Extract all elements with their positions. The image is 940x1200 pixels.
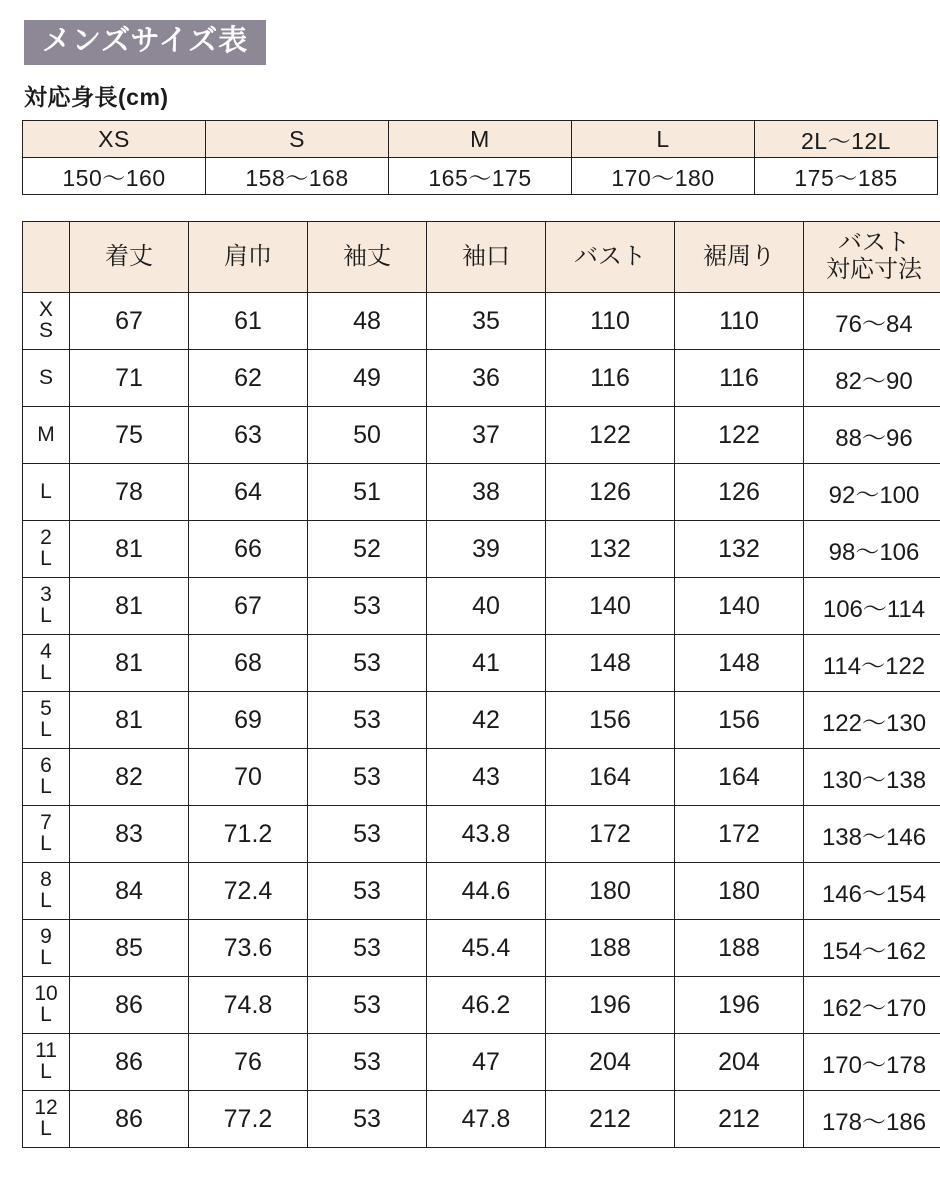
row-size-label-line: 2 — [40, 526, 52, 550]
height-range-cell: 175〜185 — [755, 158, 938, 195]
row-size-label-line: L — [40, 547, 52, 570]
measurement-table-head — [23, 222, 940, 293]
measurement-cell: 64 — [189, 464, 308, 521]
column-header: 着丈 — [70, 222, 189, 293]
column-header-bust-range-line1: バスト — [838, 229, 910, 257]
table-row — [23, 578, 940, 635]
measurement-cell: 212 — [546, 1091, 675, 1148]
measurement-cell: 196 — [675, 977, 804, 1034]
measurement-cell: 48 — [308, 293, 427, 350]
measurement-cell: 116 — [546, 350, 675, 407]
measurement-cell: 61 — [189, 293, 308, 350]
row-size-label-line: L — [40, 832, 52, 855]
bust-range-cell: 76〜84 — [804, 293, 940, 350]
measurement-cell: 196 — [546, 977, 675, 1034]
table-header-row — [23, 222, 940, 293]
row-size-label-line: L — [40, 946, 52, 969]
bust-range-cell: 162〜170 — [804, 977, 940, 1034]
measurement-cell: 52 — [308, 521, 427, 578]
bust-range-cell: 178〜186 — [804, 1091, 940, 1148]
table-row — [23, 293, 940, 350]
bust-range-cell: 98〜106 — [804, 521, 940, 578]
measurement-cell: 156 — [675, 692, 804, 749]
measurement-cell: 81 — [70, 692, 189, 749]
measurement-cell: 81 — [70, 578, 189, 635]
bust-range-cell: 138〜146 — [804, 806, 940, 863]
table-row — [23, 692, 940, 749]
measurement-cell: 126 — [546, 464, 675, 521]
measurement-cell: 76 — [189, 1034, 308, 1091]
table-row — [23, 635, 940, 692]
measurement-table-body — [23, 293, 940, 1148]
column-header: 裾周り — [675, 222, 804, 293]
row-size-label — [23, 920, 70, 977]
measurement-cell: 82 — [70, 749, 189, 806]
measurement-cell: 85 — [70, 920, 189, 977]
measurement-cell: 53 — [308, 863, 427, 920]
measurement-cell: 164 — [546, 749, 675, 806]
bust-range-cell: 146〜154 — [804, 863, 940, 920]
measurement-cell: 45.4 — [427, 920, 546, 977]
row-size-label — [23, 407, 70, 464]
bust-range-cell: 92〜100 — [804, 464, 940, 521]
row-size-label — [23, 1034, 70, 1091]
measurement-cell: 42 — [427, 692, 546, 749]
row-size-label — [23, 692, 70, 749]
row-size-label-line: L — [40, 1117, 52, 1140]
measurement-cell: 43 — [427, 749, 546, 806]
measurement-cell: 204 — [675, 1034, 804, 1091]
measurement-cell: 69 — [189, 692, 308, 749]
row-size-label-line: S — [38, 319, 53, 342]
measurement-table-corner — [23, 222, 70, 293]
measurement-cell: 140 — [675, 578, 804, 635]
measurement-cell: 46.2 — [427, 977, 546, 1034]
measurement-cell: 156 — [546, 692, 675, 749]
row-size-label-line: X — [38, 298, 53, 322]
measurement-cell: 53 — [308, 692, 427, 749]
height-range-cell: 158〜168 — [206, 158, 389, 195]
row-size-label-line: 9 — [40, 925, 52, 949]
bust-range-cell: 130〜138 — [804, 749, 940, 806]
measurement-cell: 70 — [189, 749, 308, 806]
height-table-value-row — [23, 158, 938, 195]
measurement-cell: 180 — [546, 863, 675, 920]
table-row — [23, 521, 940, 578]
bust-range-cell: 114〜122 — [804, 635, 940, 692]
row-size-label — [23, 749, 70, 806]
row-size-label-line: 4 — [40, 640, 52, 664]
measurement-cell: 73.6 — [189, 920, 308, 977]
measurement-cell: 44.6 — [427, 863, 546, 920]
row-size-label-line: 12 — [34, 1096, 58, 1120]
measurement-cell: 110 — [675, 293, 804, 350]
measurement-cell: 83 — [70, 806, 189, 863]
row-size-label-line: 10 — [34, 982, 58, 1006]
measurement-cell: 47 — [427, 1034, 546, 1091]
row-size-label-line: L — [40, 1060, 52, 1083]
table-row — [23, 806, 940, 863]
measurement-cell: 71.2 — [189, 806, 308, 863]
column-header-bust-range-line2: 対応寸法 — [826, 256, 922, 283]
measurement-cell: 122 — [675, 407, 804, 464]
row-size-label-line: L — [40, 1003, 52, 1026]
measurement-cell: 71 — [70, 350, 189, 407]
measurement-cell: 72.4 — [189, 863, 308, 920]
measurement-cell: 62 — [189, 350, 308, 407]
row-size-label-line: 7 — [40, 811, 52, 835]
row-size-label-line: 11 — [35, 1039, 57, 1063]
measurement-cell: 53 — [308, 920, 427, 977]
measurement-cell: 86 — [70, 1091, 189, 1148]
row-size-label-line: S — [38, 365, 53, 389]
height-table-header-row — [23, 121, 938, 158]
measurement-cell: 116 — [675, 350, 804, 407]
page-title: メンズサイズ表 — [24, 20, 266, 65]
measurement-cell: 86 — [70, 977, 189, 1034]
row-size-label-line: 8 — [40, 868, 52, 892]
measurement-cell: 122 — [546, 407, 675, 464]
table-row — [23, 920, 940, 977]
measurement-cell: 49 — [308, 350, 427, 407]
table-row — [23, 464, 940, 521]
measurement-cell: 39 — [427, 521, 546, 578]
measurement-cell: 140 — [546, 578, 675, 635]
row-size-label — [23, 464, 70, 521]
measurement-table-wrapper — [22, 221, 930, 1148]
measurement-cell: 148 — [546, 635, 675, 692]
measurement-cell: 132 — [675, 521, 804, 578]
row-size-label — [23, 635, 70, 692]
table-row — [23, 350, 940, 407]
height-size-header: XS — [23, 121, 206, 158]
measurement-cell: 40 — [427, 578, 546, 635]
bust-range-cell: 154〜162 — [804, 920, 940, 977]
measurement-cell: 63 — [189, 407, 308, 464]
measurement-cell: 51 — [308, 464, 427, 521]
row-size-label-line: L — [40, 604, 52, 627]
measurement-cell: 67 — [189, 578, 308, 635]
measurement-cell: 212 — [675, 1091, 804, 1148]
measurement-cell: 84 — [70, 863, 189, 920]
measurement-cell: 164 — [675, 749, 804, 806]
height-size-header: 2L〜12L — [755, 121, 938, 158]
row-size-label — [23, 863, 70, 920]
row-size-label — [23, 806, 70, 863]
bust-range-cell: 170〜178 — [804, 1034, 940, 1091]
measurement-cell: 43.8 — [427, 806, 546, 863]
height-range-cell: 150〜160 — [23, 158, 206, 195]
measurement-cell: 81 — [70, 635, 189, 692]
measurement-cell: 132 — [546, 521, 675, 578]
measurement-cell: 36 — [427, 350, 546, 407]
measurement-cell: 47.8 — [427, 1091, 546, 1148]
measurement-cell: 188 — [675, 920, 804, 977]
measurement-table — [22, 221, 940, 1148]
measurement-cell: 66 — [189, 521, 308, 578]
bust-range-cell: 106〜114 — [804, 578, 940, 635]
measurement-cell: 172 — [546, 806, 675, 863]
measurement-cell: 53 — [308, 749, 427, 806]
measurement-cell: 75 — [70, 407, 189, 464]
row-size-label-line: 6 — [40, 754, 52, 778]
measurement-cell: 86 — [70, 1034, 189, 1091]
height-range-cell: 165〜175 — [389, 158, 572, 195]
column-header-bust-range — [804, 222, 940, 293]
row-size-label — [23, 521, 70, 578]
measurement-cell: 204 — [546, 1034, 675, 1091]
height-size-header: M — [389, 121, 572, 158]
measurement-cell: 126 — [675, 464, 804, 521]
column-header: 袖口 — [427, 222, 546, 293]
measurement-cell: 41 — [427, 635, 546, 692]
table-row — [23, 749, 940, 806]
measurement-cell: 74.8 — [189, 977, 308, 1034]
row-size-label — [23, 1091, 70, 1148]
measurement-cell: 37 — [427, 407, 546, 464]
measurement-cell: 53 — [308, 1091, 427, 1148]
table-row — [23, 1091, 940, 1148]
column-header: バスト — [546, 222, 675, 293]
row-size-label — [23, 578, 70, 635]
measurement-cell: 53 — [308, 977, 427, 1034]
row-size-label-line: L — [40, 775, 52, 798]
measurement-cell: 68 — [189, 635, 308, 692]
table-row — [23, 1034, 940, 1091]
height-table — [22, 120, 938, 195]
measurement-cell: 77.2 — [189, 1091, 308, 1148]
measurement-cell: 53 — [308, 578, 427, 635]
measurement-cell: 148 — [675, 635, 804, 692]
measurement-cell: 81 — [70, 521, 189, 578]
table-row — [23, 977, 940, 1034]
row-size-label — [23, 350, 70, 407]
column-header: 肩巾 — [189, 222, 308, 293]
row-size-label-line: 3 — [40, 583, 52, 607]
measurement-cell: 53 — [308, 635, 427, 692]
measurement-cell: 188 — [546, 920, 675, 977]
height-section-label: 対応身長(cm) — [24, 84, 169, 110]
height-size-header: S — [206, 121, 389, 158]
bust-range-cell: 122〜130 — [804, 692, 940, 749]
measurement-cell: 35 — [427, 293, 546, 350]
row-size-label-line: M — [37, 422, 55, 446]
measurement-cell: 172 — [675, 806, 804, 863]
measurement-cell: 110 — [546, 293, 675, 350]
row-size-label — [23, 977, 70, 1034]
measurement-cell: 38 — [427, 464, 546, 521]
measurement-cell: 53 — [308, 1034, 427, 1091]
column-header: 袖丈 — [308, 222, 427, 293]
bust-range-cell: 88〜96 — [804, 407, 940, 464]
measurement-cell: 180 — [675, 863, 804, 920]
bust-range-cell: 82〜90 — [804, 350, 940, 407]
row-size-label — [23, 293, 70, 350]
measurement-cell: 50 — [308, 407, 427, 464]
row-size-label-line: L — [40, 661, 52, 684]
row-size-label-line: L — [40, 889, 52, 912]
table-row — [23, 863, 940, 920]
table-row — [23, 407, 940, 464]
height-range-cell: 170〜180 — [572, 158, 755, 195]
row-size-label-line: L — [40, 718, 52, 741]
measurement-cell: 78 — [70, 464, 189, 521]
row-size-label-line: L — [40, 479, 52, 503]
measurement-cell: 67 — [70, 293, 189, 350]
height-size-header: L — [572, 121, 755, 158]
measurement-cell: 53 — [308, 806, 427, 863]
row-size-label-line: 5 — [40, 697, 52, 721]
